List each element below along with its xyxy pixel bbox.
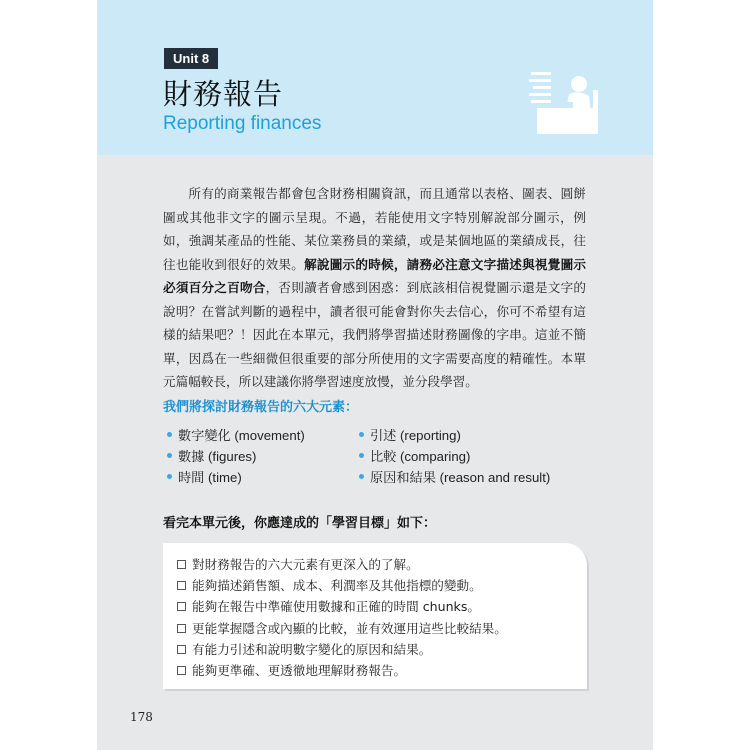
bullet-icon — [167, 432, 172, 437]
bullet-icon — [359, 453, 364, 458]
list-item — [359, 446, 550, 467]
list-item-label: 比較 (comparing) — [370, 449, 471, 464]
goal-label: 對財務報告的六大元素有更深入的了解。 — [192, 557, 419, 572]
goal-item — [177, 618, 507, 639]
checkbox-icon — [177, 602, 186, 611]
bullet-icon — [167, 474, 172, 479]
unit-badge: Unit 8 — [164, 48, 218, 69]
page-number: 178 — [130, 710, 153, 724]
checkbox-icon — [177, 624, 186, 633]
intro-paragraph — [163, 182, 586, 394]
checkbox-icon — [177, 666, 186, 675]
goal-label: 能夠描述銷售額、成本、利潤率及其他指標的變動。 — [192, 578, 482, 594]
unit-header — [97, 0, 653, 155]
person-at-desk-icon — [529, 70, 599, 136]
elements-heading: 我們將探討財務報告的六大元素： — [163, 400, 359, 415]
list-item-label: 引述 (reporting) — [370, 428, 461, 443]
elements-column-left — [167, 425, 305, 488]
list-item — [359, 425, 550, 446]
book-page — [97, 0, 653, 750]
goals-heading: 看完本單元後，你應達成的「學習目標」如下： — [163, 516, 437, 531]
goal-label: 更能掌握隱含或內顯的比較，並有效運用這些比較結果。 — [192, 620, 507, 636]
goals-box — [163, 543, 587, 689]
checkbox-icon — [177, 645, 186, 654]
elements-column-right — [359, 425, 550, 488]
list-item — [359, 467, 550, 488]
list-item-label: 原因和結果 (reason and result) — [370, 470, 551, 485]
goal-item — [177, 596, 507, 617]
list-item — [167, 446, 305, 467]
list-item-label: 時間 (time) — [178, 470, 242, 485]
unit-title-english: Reporting finances — [163, 113, 322, 134]
intro-text — [163, 182, 586, 394]
intro-part-2: ，否則讀者會感到困惑：到底該相信視覺圖示還是文字的說明？在嘗試判斷的過程中，讀者很可能會對你失去信心，你可不希望有這樣的結果吧？！因此在本單元，我們將學習描述財務圖像的字串。這並不簡單，因爲在一些細微但很重要的部分所使用的文字需要高度的精確性。本單元篇幅較長，所以建議你將學習速度放慢，並分段學習。 — [163, 280, 587, 389]
list-item — [167, 425, 305, 446]
bullet-icon — [359, 432, 364, 437]
goal-item — [177, 639, 507, 660]
goal-item — [177, 554, 507, 575]
bullet-icon — [167, 453, 172, 458]
list-item-label: 數字變化 (movement) — [178, 428, 305, 443]
intro-bold: 解說圖示的時候，請務必注意文字描述與視覺圖示必須百分之百吻合 — [163, 256, 587, 295]
bullet-icon — [359, 474, 364, 479]
list-item — [167, 467, 305, 488]
checkbox-icon — [177, 560, 186, 569]
intro-part-1: 所有的商業報告都會包含財務相關資訊，而且通常以表格、圖表、圓餅圖或其他非文字的圖示呈現。不過，若能使用文字特別解說部分圖示，例如，強調某產品的性能、某位業務員的業績，或是某個地區的業績成長，往往也能收到很好的效果。 — [163, 186, 586, 272]
goals-checklist — [177, 554, 507, 681]
goal-label: 能夠更準確、更透徹地理解財務報告。 — [192, 663, 407, 679]
list-item-label: 數據 (figures) — [178, 449, 257, 464]
unit-title-chinese: 財務報告 — [163, 77, 284, 111]
goal-item — [177, 575, 507, 596]
checkbox-icon — [177, 581, 186, 590]
goal-label: 能夠在報告中準確使用數據和正確的時間 chunks。 — [192, 599, 481, 615]
goal-label: 有能力引述和說明數字變化的原因和結果。 — [192, 641, 432, 657]
goal-item — [177, 660, 507, 681]
